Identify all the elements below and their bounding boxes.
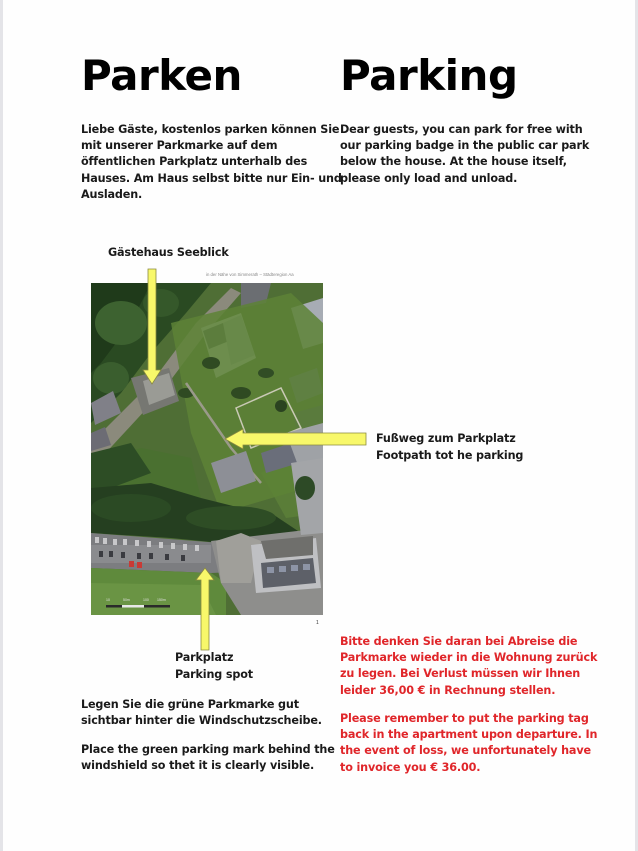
footpath-label — [376, 431, 523, 464]
windshield-english-line: Place the green parking mark behind the — [81, 743, 335, 756]
scale-label: 150m — [157, 598, 166, 602]
windshield-instruction-german — [81, 697, 322, 729]
intro-german-line: mit unserer Parkmarke auf dem — [81, 139, 278, 153]
intro-german-line: öffentlichen Parkplatz unterhalb des — [81, 155, 308, 169]
windshield-german-line: Legen Sie die grüne Parkmarke gut — [81, 698, 299, 711]
footpath-label-english: Footpath tot he parking — [376, 448, 524, 462]
intro-german-line: Ausladen. — [81, 187, 143, 201]
scale-label: 50m — [123, 598, 130, 602]
intro-english-line: our parking badge in the public car park — [340, 139, 590, 153]
intro-english — [340, 122, 589, 187]
return-notice-german-line: Bitte denken Sie daran bei Abreise die — [340, 635, 578, 648]
scale-label: 10 — [106, 598, 110, 602]
return-notice-english-line: back in the apartment upon departure. In — [340, 728, 598, 742]
footpath-label-german: Fußweg zum Parkplatz — [376, 432, 516, 445]
windshield-german-line: sichtbar hinter die Windschutzscheibe. — [81, 714, 322, 728]
return-notice-german-line: leider 36,00 € in Rechnung stellen. — [340, 683, 556, 697]
return-notice-english-line: the event of loss, we unfortunately have — [340, 744, 591, 758]
scale-label: 100 — [143, 598, 149, 602]
return-notice-german-line: Parkmarke wieder in die Wohnung zurück — [340, 651, 598, 665]
return-notice-german-line: zu legen. Bei Verlust müssen wir Ihnen — [340, 667, 581, 681]
title-german: Parken — [81, 51, 242, 100]
parking-label-english: Parking spot — [175, 667, 254, 681]
parking-label-german: Parkplatz — [175, 651, 234, 664]
intro-german-line: Liebe Gäste, kostenlos parken können Sie — [81, 123, 340, 136]
arrow-down-icon — [139, 268, 165, 386]
guesthouse-label: Gästehaus Seeblick — [108, 246, 229, 259]
return-notice-german — [340, 634, 597, 699]
windshield-instruction-english — [81, 742, 335, 774]
return-notice-english — [340, 711, 597, 776]
document-page — [3, 0, 635, 851]
intro-english-line: Dear guests, you can park for free with — [340, 123, 583, 136]
map-caption: in der Nähe von Simmerath – Städteregion Aa — [206, 272, 294, 277]
windshield-english-line: windshield so thet it is clearly visible. — [81, 759, 315, 773]
intro-german-line: Hauses. Am Haus selbst bitte nur Ein- und — [81, 171, 342, 185]
parking-label — [175, 650, 253, 683]
intro-english-line: please only load and unload. — [340, 171, 518, 185]
return-notice-english-line: to invoice you € 36.00. — [340, 760, 481, 774]
intro-german — [81, 122, 342, 203]
return-notice-english-line: Please remember to put the parking tag — [340, 712, 589, 725]
title-english: Parking — [340, 51, 518, 100]
page-number: 1 — [316, 620, 319, 626]
intro-english-line: below the house. At the house itself, — [340, 155, 567, 169]
arrow-up-icon — [193, 566, 217, 652]
arrow-left-icon — [223, 428, 369, 450]
